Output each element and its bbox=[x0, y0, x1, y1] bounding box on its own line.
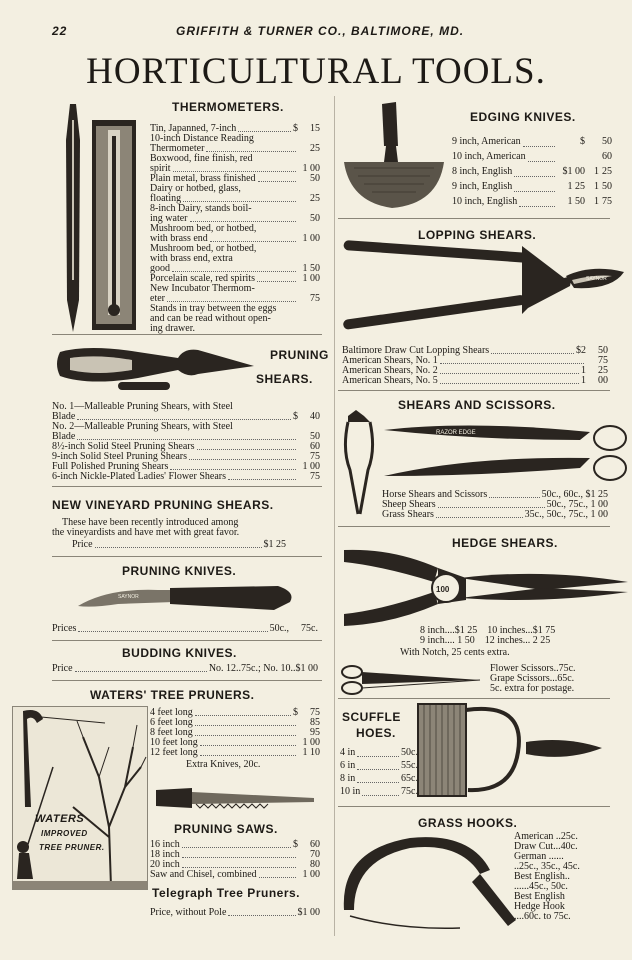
tree-pruner-row-price: 1 10 bbox=[302, 747, 320, 758]
grass-hook-line: ....60c. to 75c. bbox=[514, 911, 571, 922]
dot-leader bbox=[195, 735, 296, 736]
shears-row-prices: 35c., 50c., 75c., 1 00 bbox=[524, 509, 608, 520]
tree-pruner-row-price: 75 bbox=[310, 707, 320, 718]
shears-row-label: Grass Shears bbox=[382, 509, 434, 520]
pruning-saw-row bbox=[150, 870, 320, 880]
thermometer-row-label: good bbox=[150, 263, 170, 274]
tree-pruner-row-label: 12 feet long bbox=[150, 747, 198, 758]
lopping-shears-row-price: 50 bbox=[598, 345, 608, 356]
shears-scissors-price-list bbox=[382, 490, 608, 520]
edging-knife-row bbox=[452, 149, 612, 164]
thermometer-row-label: Boxwood, fine finish, red bbox=[150, 153, 253, 164]
pruning-shears-heading-1: PRUNING bbox=[270, 348, 329, 362]
thermometer-row-label: spirit bbox=[150, 163, 171, 174]
grass-hook-line: ..25c., 35c., 45c. bbox=[514, 861, 580, 872]
pruning-saw-row-currency: $ bbox=[293, 839, 298, 850]
edging-knife-price-b-cents: 60 bbox=[602, 151, 612, 162]
thermometers-price-list bbox=[150, 124, 320, 334]
budding-knives-heading: BUDDING KNIVES. bbox=[122, 646, 237, 660]
pruning-shears-row-label: Blade bbox=[52, 411, 76, 422]
dot-leader bbox=[182, 867, 296, 868]
edging-knife-price-a: $ bbox=[580, 136, 585, 147]
shears-row-label: Sheep Shears bbox=[382, 499, 436, 510]
edging-knife-row bbox=[452, 194, 612, 209]
grass-hook-line: German ...... bbox=[514, 851, 564, 862]
thermometer-row-price: 25 bbox=[310, 193, 320, 204]
dot-leader bbox=[357, 782, 399, 783]
shears-row-prices: 50c., 75c., 1 00 bbox=[546, 499, 608, 510]
lopping-shears-row-label: Baltimore Draw Cut Lopping Shears bbox=[342, 345, 490, 356]
scuffle-hoe-price: 50c. bbox=[401, 747, 418, 758]
pruning-saw-row-label: Saw and Chisel, combined bbox=[150, 869, 257, 880]
edging-knives-price-list bbox=[452, 134, 612, 209]
divider bbox=[338, 218, 610, 219]
dot-leader bbox=[182, 847, 291, 848]
vineyard-price-row bbox=[72, 540, 286, 550]
pruning-shears-row-label: 6-inch Nickle-Plated Ladies' Flower Shears bbox=[52, 471, 226, 482]
grape-scissors-price: Grape Scissors...65c. bbox=[490, 673, 575, 684]
dot-leader bbox=[173, 171, 296, 172]
pruning-knives-label: Prices bbox=[52, 623, 77, 634]
edging-knife-price-b-cents: 50 bbox=[602, 136, 612, 147]
dot-leader bbox=[170, 469, 296, 470]
vineyard-desc-2: the vineyardists and have met with great favor. bbox=[52, 527, 240, 538]
pruning-knives-price-2: 75c. bbox=[301, 623, 318, 634]
pruning-shears-row-price: 1 00 bbox=[302, 461, 320, 472]
dot-leader bbox=[172, 271, 296, 272]
edging-knife-illustration bbox=[344, 102, 448, 212]
lopping-shears-row-price: 25 bbox=[598, 365, 608, 376]
tree-pruner-row-label: 10 feet long bbox=[150, 737, 198, 748]
thermometer-row bbox=[150, 284, 320, 294]
pruning-saw-row-price: 1 00 bbox=[302, 869, 320, 880]
thermometer-row-price: 15 bbox=[310, 123, 320, 134]
edging-knife-price-a: 1 50 bbox=[567, 196, 585, 207]
thermometer-row-label: ing water bbox=[150, 213, 188, 224]
tree-pruner-row-label: 4 feet long bbox=[150, 707, 193, 718]
pruning-saw-row-label: 20 inch bbox=[150, 859, 180, 870]
hedge-shears-heading: HEDGE SHEARS. bbox=[452, 536, 558, 550]
edging-knife-label: 9 inch, English bbox=[452, 181, 513, 192]
thermometer-row-label: Dairy or hotbed, glass, bbox=[150, 183, 241, 194]
thermometer-row-price: 1 00 bbox=[302, 273, 320, 284]
lopping-shears-row-label: American Shears, No. 1 bbox=[342, 355, 438, 366]
thermometer-row bbox=[150, 324, 320, 334]
ad-tree-pruner: TREE PRUNER. bbox=[39, 843, 105, 852]
thermometer-row-label: New Incubator Thermom- bbox=[150, 283, 255, 294]
thermometer-row-price: 1 00 bbox=[302, 163, 320, 174]
scuffle-hoe-row bbox=[340, 759, 418, 772]
dot-leader bbox=[436, 517, 523, 518]
ad-improved: IMPROVED bbox=[41, 829, 88, 838]
dot-leader bbox=[258, 181, 296, 182]
scuffle-hoe-size: 4 in bbox=[340, 747, 356, 758]
tree-pruners-extra: Extra Knives, 20c. bbox=[186, 759, 261, 770]
pruning-shears-illustration bbox=[58, 344, 258, 396]
dot-leader bbox=[190, 221, 297, 222]
thermometer-row bbox=[150, 154, 320, 164]
thermometer-row-label: Tin, Japanned, 7-inch bbox=[150, 123, 237, 134]
lopping-shears-row-currency: $2 bbox=[576, 345, 586, 356]
divider bbox=[338, 698, 610, 699]
pruning-shears-row bbox=[52, 402, 320, 412]
dot-leader bbox=[195, 725, 296, 726]
dot-leader bbox=[528, 161, 555, 162]
dot-leader bbox=[440, 363, 584, 364]
vineyard-price-label: Price bbox=[72, 539, 93, 550]
vineyard-desc-1: These have been recently introduced among bbox=[62, 517, 239, 528]
tree-pruner-row-label: 8 feet long bbox=[150, 727, 193, 738]
dot-leader bbox=[77, 419, 291, 420]
ad-waters: WATERS bbox=[35, 813, 85, 825]
dot-leader bbox=[200, 745, 296, 746]
page-number: 22 bbox=[52, 24, 68, 38]
pruning-shears-row-currency: $ bbox=[293, 411, 298, 422]
page-title: HORTICULTURAL TOOLS. bbox=[86, 51, 546, 92]
dot-leader bbox=[77, 439, 296, 440]
pruning-shears-row bbox=[52, 422, 320, 432]
scuffle-hoe-row bbox=[340, 785, 418, 798]
divider bbox=[338, 806, 610, 807]
pruning-knife-illustration bbox=[78, 584, 298, 616]
pruning-saw-row-price: 70 bbox=[310, 849, 320, 860]
thermometer-row-price: 50 bbox=[310, 213, 320, 224]
grass-hooks-heading: GRASS HOOKS. bbox=[418, 816, 518, 830]
edging-knife-price-b-dollars: 1 bbox=[594, 181, 599, 192]
dot-leader bbox=[228, 479, 296, 480]
dot-leader bbox=[257, 281, 296, 282]
scuffle-hoes-price-list bbox=[340, 746, 418, 798]
dot-leader bbox=[514, 176, 555, 177]
budding-knives-value: No. 12..75c.; No. 10..$1 00 bbox=[208, 663, 318, 674]
thermometer-illustration bbox=[62, 100, 142, 332]
scuffle-hoe-illustration bbox=[416, 702, 606, 798]
hedge-shears-row-1: 8 inch....$1 25 10 inches...$1 75 bbox=[420, 625, 556, 636]
dot-leader bbox=[197, 449, 297, 450]
pruning-shears-row-price: 75 bbox=[310, 451, 320, 462]
edging-knife-price-b-dollars: 1 bbox=[594, 166, 599, 177]
divider bbox=[338, 390, 610, 391]
edging-knives-heading: EDGING KNIVES. bbox=[470, 110, 576, 124]
tree-pruners-heading: WATERS' TREE PRUNERS. bbox=[90, 688, 255, 702]
pruning-shears-heading-2: SHEARS. bbox=[256, 372, 313, 386]
pruning-knives-price-1: 50c., bbox=[269, 623, 290, 634]
edging-knife-row bbox=[452, 164, 612, 179]
dot-leader bbox=[210, 241, 296, 242]
pruning-shears-row-price: 75 bbox=[310, 471, 320, 482]
tree-pruner-row-price: 95 bbox=[310, 727, 320, 738]
dot-leader bbox=[519, 206, 555, 207]
edging-knife-label: 10 inch, English bbox=[452, 196, 518, 207]
edging-knife-price-b-cents: 25 bbox=[602, 166, 612, 177]
dot-leader bbox=[189, 459, 296, 460]
pruning-saw-row-price: 60 bbox=[310, 839, 320, 850]
pruning-shears-row-label: No. 1—Malleable Pruning Shears, with Steel bbox=[52, 401, 233, 412]
grass-hook-line: Draw Cut...40c. bbox=[514, 841, 578, 852]
pruning-shears-row-label: Blade bbox=[52, 431, 76, 442]
shears-row-prices: 50c., 60c., $1 25 bbox=[541, 489, 608, 500]
edging-knife-price-b-cents: 50 bbox=[602, 181, 612, 192]
thermometer-row bbox=[150, 254, 320, 264]
thermometer-row-label: 10-inch Distance Reading bbox=[150, 133, 254, 144]
dot-leader bbox=[491, 353, 574, 354]
hedge-shears-mark: 100 bbox=[436, 585, 450, 594]
dot-leader bbox=[438, 507, 545, 508]
grass-hook-line: Hedge Hook bbox=[514, 901, 565, 912]
tree-pruners-price-list bbox=[150, 708, 320, 758]
scuffle-hoe-row bbox=[340, 772, 418, 785]
lopping-shears-row-currency: 1 bbox=[581, 375, 586, 386]
edging-knife-brand: SAYNOR bbox=[374, 117, 380, 142]
pruning-shears-row-label: 8½-inch Solid Steel Pruning Shears bbox=[52, 441, 195, 452]
hedge-shears-notch: With Notch, 25 cents extra. bbox=[400, 647, 510, 658]
pruning-shears-row-price: 60 bbox=[310, 441, 320, 452]
lopping-shears-row bbox=[342, 376, 608, 386]
edging-knife-price-a: 1 25 bbox=[567, 181, 585, 192]
thermometer-row-currency: $ bbox=[293, 123, 298, 134]
vineyard-heading: NEW VINEYARD PRUNING SHEARS. bbox=[52, 498, 274, 512]
scuffle-hoes-heading-2: HOES. bbox=[356, 726, 396, 740]
grass-hook-illustration bbox=[340, 830, 520, 940]
thermometer-row-label: ing drawer. bbox=[150, 323, 195, 334]
dot-leader bbox=[514, 191, 555, 192]
vineyard-price: $1 25 bbox=[263, 539, 286, 550]
thermometer-row-price: 50 bbox=[310, 173, 320, 184]
thermometer-row-price: 75 bbox=[310, 293, 320, 304]
shears-scissors-heading: SHEARS AND SCISSORS. bbox=[398, 398, 556, 412]
dot-leader bbox=[182, 857, 296, 858]
dot-leader bbox=[183, 201, 296, 202]
edging-knife-row bbox=[452, 179, 612, 194]
tree-pruner-row-currency: $ bbox=[293, 707, 298, 718]
pruning-saw-illustration bbox=[156, 786, 316, 812]
tree-pruner-row-label: 6 feet long bbox=[150, 717, 193, 728]
scuffle-hoes-heading-1: SCUFFLE bbox=[342, 710, 401, 724]
tree-pruner-row-price: 85 bbox=[310, 717, 320, 728]
pruning-saws-price-list bbox=[150, 840, 320, 880]
lopping-shears-mark: SAYNOR bbox=[586, 276, 607, 282]
dot-leader bbox=[206, 151, 296, 152]
scuffle-hoe-size: 6 in bbox=[340, 760, 356, 771]
dot-leader bbox=[357, 756, 399, 757]
pruning-shears-price-list bbox=[52, 402, 320, 482]
dot-leader bbox=[440, 373, 579, 374]
pruning-shears-row-price: 50 bbox=[310, 431, 320, 442]
lopping-shears-row-price: 75 bbox=[598, 355, 608, 366]
divider bbox=[52, 680, 322, 681]
thermometer-row-price: 1 50 bbox=[302, 263, 320, 274]
grass-hook-line: Best English bbox=[514, 891, 565, 902]
edging-knife-price-b-cents: 75 bbox=[602, 196, 612, 207]
thermometer-row-price: 25 bbox=[310, 143, 320, 154]
hedge-shears-row-2: 9 inch.... 1 50 12 inches... 2 25 bbox=[420, 635, 551, 646]
pruning-shears-row-label: 9-inch Solid Steel Pruning Shears bbox=[52, 451, 187, 462]
pruning-saw-row-price: 80 bbox=[310, 859, 320, 870]
edging-knife-row bbox=[452, 134, 612, 149]
shears-blade-mark: RAZOR EDGE bbox=[436, 430, 476, 436]
scuffle-hoe-price: 75c. bbox=[401, 786, 418, 797]
edging-knife-price-a: $1 00 bbox=[562, 166, 585, 177]
thermometer-row-label: Porcelain scale, red spirits bbox=[150, 273, 255, 284]
tree-pruner-advertisement bbox=[12, 706, 148, 890]
tree-pruner-row-price: 1 00 bbox=[302, 737, 320, 748]
pruning-shears-row-label: No. 2—Malleable Pruning Shears, with Steel bbox=[52, 421, 233, 432]
column-divider bbox=[334, 96, 335, 936]
budding-knives-label: Price bbox=[52, 663, 73, 674]
telegraph-price-row bbox=[150, 908, 320, 918]
lopping-shears-row-price: 00 bbox=[598, 375, 608, 386]
thermometer-row-label: Mushroom bed, or hotbed, bbox=[150, 243, 257, 254]
dot-leader bbox=[362, 795, 399, 796]
edging-knife-price-b-dollars: 1 bbox=[594, 196, 599, 207]
thermometer-row-label: Thermometer bbox=[150, 143, 205, 154]
thermometer-row-label: with brass end, extra bbox=[150, 253, 233, 264]
lopping-shears-illustration bbox=[342, 236, 626, 346]
pruning-saws-heading: PRUNING SAWS. bbox=[174, 822, 278, 836]
dot-leader bbox=[195, 715, 291, 716]
lopping-shears-row-label: American Shears, No. 2 bbox=[342, 365, 438, 376]
telegraph-price: $1 00 bbox=[297, 907, 320, 918]
company-name: GRIFFITH & TURNER CO., BALTIMORE, MD. bbox=[176, 24, 465, 38]
divider bbox=[52, 486, 322, 487]
dot-leader bbox=[440, 383, 579, 384]
dot-leader bbox=[167, 301, 296, 302]
thermometer-row-price: 1 00 bbox=[302, 233, 320, 244]
flower-scissors-price: Flower Scissors..75c. bbox=[490, 663, 576, 674]
grass-hook-line: Best English.. bbox=[514, 871, 570, 882]
thermometer-row-label: 8-inch Dairy, stands boil- bbox=[150, 203, 252, 214]
dot-leader bbox=[489, 497, 539, 498]
thermometer-row-label: Plain metal, brass finished bbox=[150, 173, 256, 184]
pruning-shears-row-price: 40 bbox=[310, 411, 320, 422]
telegraph-heading: Telegraph Tree Pruners. bbox=[152, 886, 300, 900]
shears-row-label: Horse Shears and Scissors bbox=[382, 489, 488, 500]
thermometer-row-label: eter bbox=[150, 293, 165, 304]
edging-knife-label: 10 inch, American bbox=[452, 151, 526, 162]
lopping-shears-row-currency: 1 bbox=[581, 365, 586, 376]
dot-leader bbox=[259, 877, 296, 878]
scuffle-hoe-row bbox=[340, 746, 418, 759]
pruning-saw-row-label: 16 inch bbox=[150, 839, 180, 850]
divider bbox=[338, 526, 610, 527]
thermometer-row-label: and can be read without open- bbox=[150, 313, 271, 324]
scuffle-hoe-price: 55c. bbox=[401, 760, 418, 771]
lopping-shears-heading: LOPPING SHEARS. bbox=[418, 228, 537, 242]
lopping-shears-row-label: American Shears, No. 5 bbox=[342, 375, 438, 386]
dot-leader bbox=[200, 755, 296, 756]
thermometer-row-label: Mushroom bed, or hotbed, bbox=[150, 223, 257, 234]
divider bbox=[52, 640, 322, 641]
budding-knives-price-row bbox=[52, 664, 318, 674]
edging-knife-label: 8 inch, English bbox=[452, 166, 513, 177]
grass-hook-line: American ..25c. bbox=[514, 831, 578, 842]
grass-hook-line: ......45c., 50c. bbox=[514, 881, 568, 892]
lopping-shears-price-list bbox=[342, 346, 608, 386]
flower-scissors-illustration bbox=[340, 664, 490, 696]
thermometer-row-label: floating bbox=[150, 193, 182, 204]
thermometer-row-label: Stands in tray between the eggs bbox=[150, 303, 277, 314]
scuffle-hoe-size: 10 in bbox=[340, 786, 361, 797]
pruning-shears-row-label: Full Polished Pruning Shears bbox=[52, 461, 169, 472]
scuffle-hoe-size: 8 in bbox=[340, 773, 356, 784]
dot-leader bbox=[523, 146, 555, 147]
telegraph-label: Price, without Pole bbox=[150, 907, 227, 918]
divider bbox=[52, 556, 322, 557]
pruning-shears-row bbox=[52, 472, 320, 482]
shears-row bbox=[382, 510, 608, 520]
scuffle-hoe-price: 65c. bbox=[401, 773, 418, 784]
thermometer-row-label: with brass end bbox=[150, 233, 208, 244]
pruning-knives-price-row bbox=[52, 624, 318, 634]
postage-note: 5c. extra for postage. bbox=[490, 683, 575, 694]
dot-leader bbox=[357, 769, 399, 770]
pruning-saw-row-label: 18 inch bbox=[150, 849, 180, 860]
tree-pruner-illustration bbox=[13, 707, 147, 889]
pruning-knife-mark: SAYNOR bbox=[118, 594, 139, 600]
dot-leader bbox=[238, 131, 291, 132]
tree-pruner-row bbox=[150, 748, 320, 758]
edging-knife-label: 9 inch, American bbox=[452, 136, 521, 147]
divider bbox=[52, 334, 322, 335]
pruning-knives-heading: PRUNING KNIVES. bbox=[122, 564, 237, 578]
thermometers-heading: THERMOMETERS. bbox=[172, 100, 284, 114]
grass-hooks-price-list bbox=[514, 832, 610, 922]
